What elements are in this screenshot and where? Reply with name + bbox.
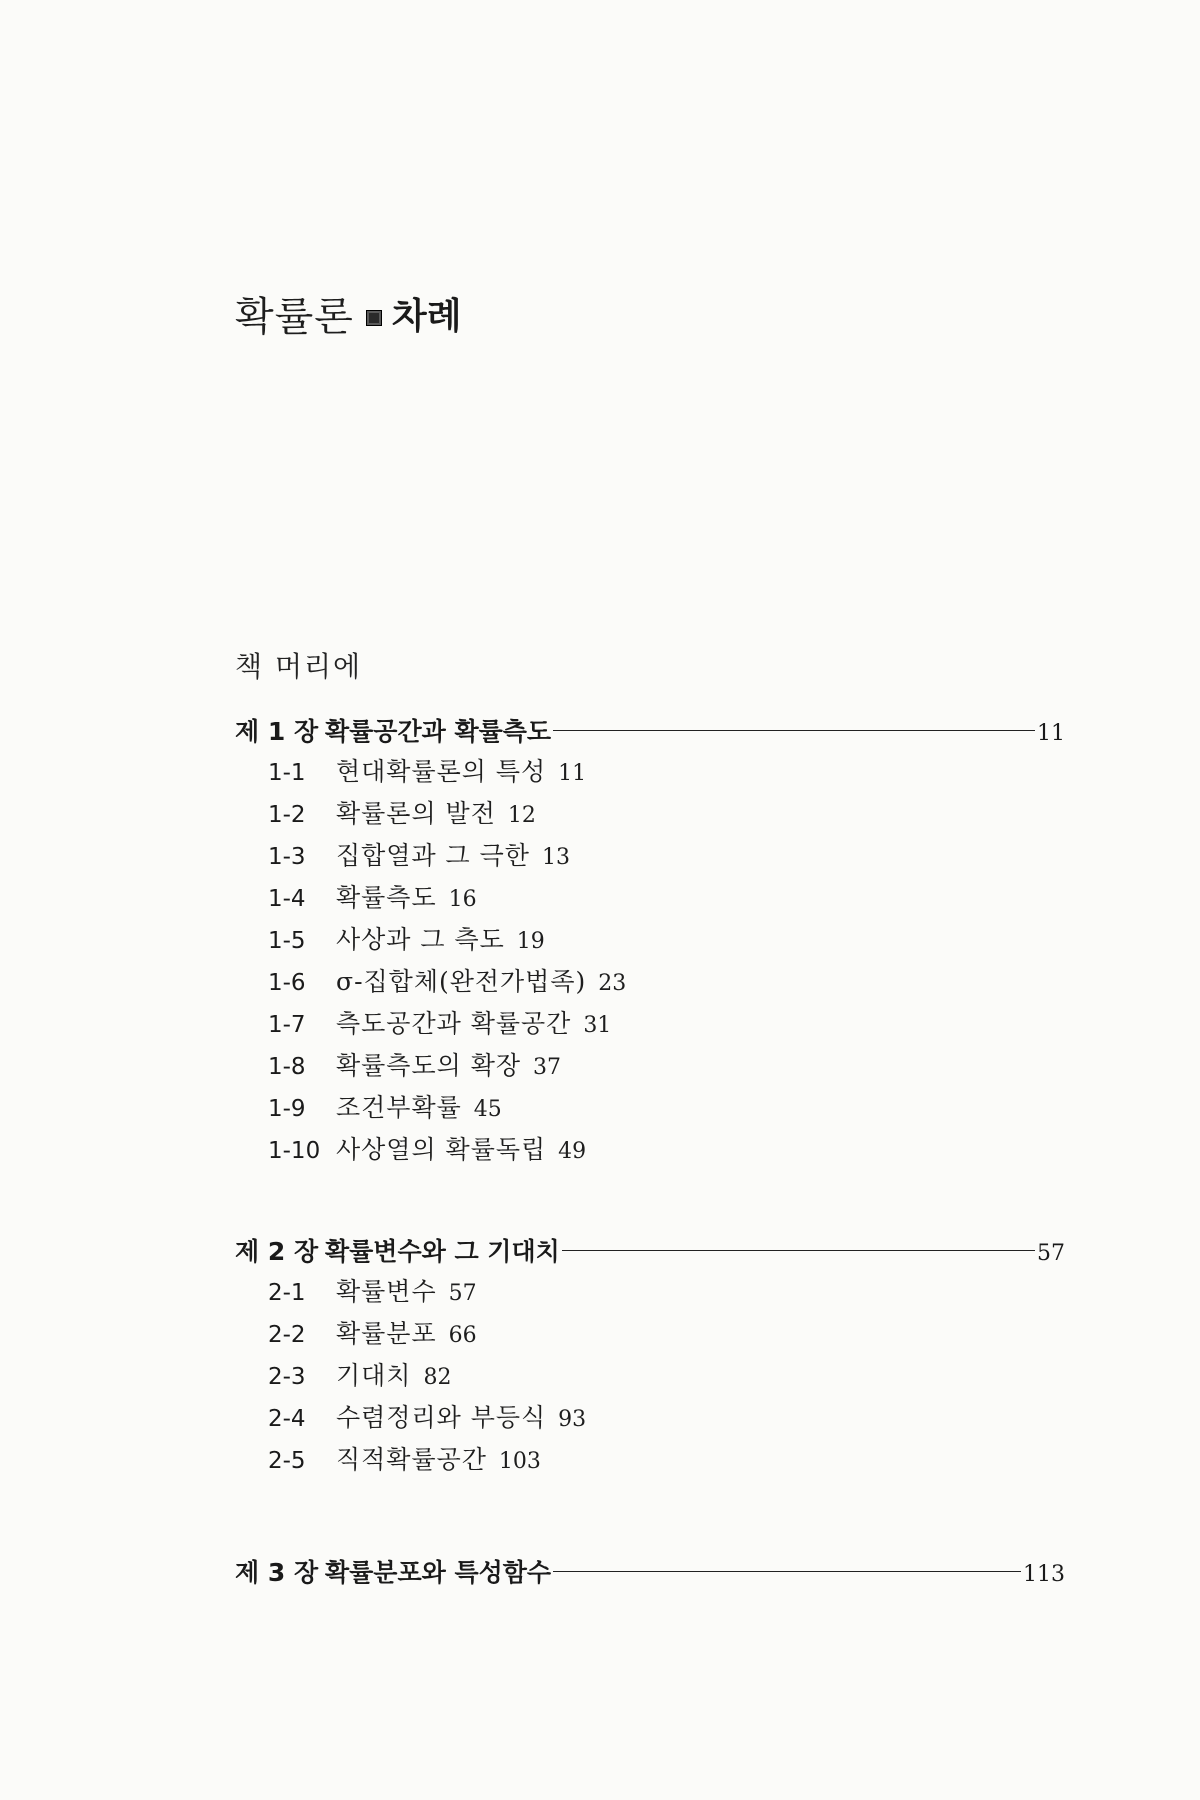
toc-section-item[interactable]: [268, 1272, 1065, 1314]
toc-section-item[interactable]: [268, 1398, 1065, 1440]
section-page-number: 103: [498, 1449, 541, 1474]
section-list: [235, 752, 1065, 1172]
section-page-number: 49: [558, 1139, 587, 1164]
section-title: 확률측도의 확장: [336, 1051, 521, 1080]
toc-section-item[interactable]: [268, 1130, 1065, 1172]
chapter-page-number: 57: [1037, 1241, 1065, 1266]
section-number: 1-10: [268, 1138, 321, 1164]
section-page-number: 16: [448, 887, 477, 912]
leader-line: [553, 730, 1035, 731]
section-page-number: 45: [473, 1097, 502, 1122]
toc-section-item[interactable]: [268, 878, 1065, 920]
toc-section-item[interactable]: [268, 752, 1065, 794]
toc-section-item[interactable]: [268, 1314, 1065, 1356]
chapter-label: 제 3 장: [235, 1558, 319, 1587]
chapter-3: [235, 1553, 1065, 1593]
section-title: 집합열과 그 극한: [336, 841, 530, 870]
chapter-title: 확률분포와 특성함수: [325, 1558, 552, 1587]
chapter-1: [235, 712, 1065, 1172]
section-page-number: 13: [541, 845, 570, 870]
book-title: 확률론: [235, 294, 354, 340]
section-title: 측도공간과 확률공간: [336, 1009, 572, 1038]
leader-line: [553, 1571, 1021, 1572]
section-number: 1-1: [268, 760, 306, 786]
section-page-number: 37: [533, 1055, 561, 1080]
toc-section-item[interactable]: [268, 1356, 1065, 1398]
section-page-number: 19: [516, 929, 545, 954]
chapter-heading[interactable]: [235, 1553, 1065, 1593]
toc-section-item[interactable]: [268, 962, 1065, 1004]
section-title: 현대확률론의 특성: [336, 757, 547, 786]
page-header: [235, 285, 461, 342]
chapter-title: 확률공간과 확률측도: [325, 717, 552, 746]
section-title: 조건부확률: [336, 1093, 462, 1122]
section-title: 수렴정리와 부등식: [336, 1403, 547, 1432]
section-number: 2-1: [268, 1280, 306, 1306]
chapter-page-number: 11: [1037, 721, 1065, 746]
section-number: 1-6: [268, 970, 306, 996]
section-number: 1-9: [268, 1096, 306, 1122]
section-title: 사상과 그 측도: [336, 925, 505, 954]
section-number: 1-4: [268, 886, 306, 912]
section-number: 1-8: [268, 1054, 306, 1080]
chapter-heading[interactable]: [235, 712, 1065, 752]
toc-section-item[interactable]: [268, 1440, 1065, 1482]
section-title: 확률측도: [336, 883, 437, 912]
toc-section-item[interactable]: [268, 794, 1065, 836]
chapter-page-number: 113: [1023, 1562, 1065, 1587]
contents-heading: 차례: [391, 296, 462, 337]
section-title: 확률분포: [336, 1319, 437, 1348]
section-page-number: 12: [507, 803, 536, 828]
chapter-heading[interactable]: [235, 1232, 1065, 1272]
section-page-number: 31: [583, 1013, 612, 1038]
chapter-label: 제 1 장: [235, 717, 319, 746]
chapter-2: [235, 1232, 1065, 1482]
section-title: 기대치: [336, 1361, 412, 1390]
section-number: 1-7: [268, 1012, 306, 1038]
section-title: 확률변수: [336, 1277, 437, 1306]
section-title: 확률론의 발전: [336, 799, 496, 828]
section-page-number: 82: [423, 1365, 452, 1390]
toc-section-item[interactable]: [268, 1088, 1065, 1130]
chapter-title: 확률변수와 그 기대치: [325, 1237, 560, 1266]
chapter-label: 제 2 장: [235, 1237, 319, 1266]
toc-entry-preface[interactable]: 책 머리에: [235, 650, 363, 683]
section-title: 직적확률공간: [336, 1445, 487, 1474]
square-bullet-icon: [366, 310, 382, 326]
section-page-number: 57: [448, 1281, 477, 1306]
toc-section-item[interactable]: [268, 836, 1065, 878]
section-page-number: 66: [448, 1323, 477, 1348]
section-page-number: 93: [558, 1407, 587, 1432]
section-number: 1-2: [268, 802, 306, 828]
section-page-number: 23: [598, 971, 627, 996]
section-title: 사상열의 확률독립: [336, 1135, 547, 1164]
leader-line: [562, 1250, 1035, 1251]
section-title: σ-집합체(완전가법족): [336, 967, 587, 996]
section-page-number: 11: [558, 761, 587, 786]
toc-section-item[interactable]: [268, 1004, 1065, 1046]
toc-section-item[interactable]: [268, 1046, 1065, 1088]
section-list: [235, 1272, 1065, 1482]
section-number: 2-5: [268, 1448, 306, 1474]
section-number: 1-3: [268, 844, 306, 870]
toc-section-item[interactable]: [268, 920, 1065, 962]
section-number: 2-2: [268, 1322, 306, 1348]
section-number: 2-4: [268, 1406, 306, 1432]
section-number: 1-5: [268, 928, 306, 954]
section-number: 2-3: [268, 1364, 306, 1390]
